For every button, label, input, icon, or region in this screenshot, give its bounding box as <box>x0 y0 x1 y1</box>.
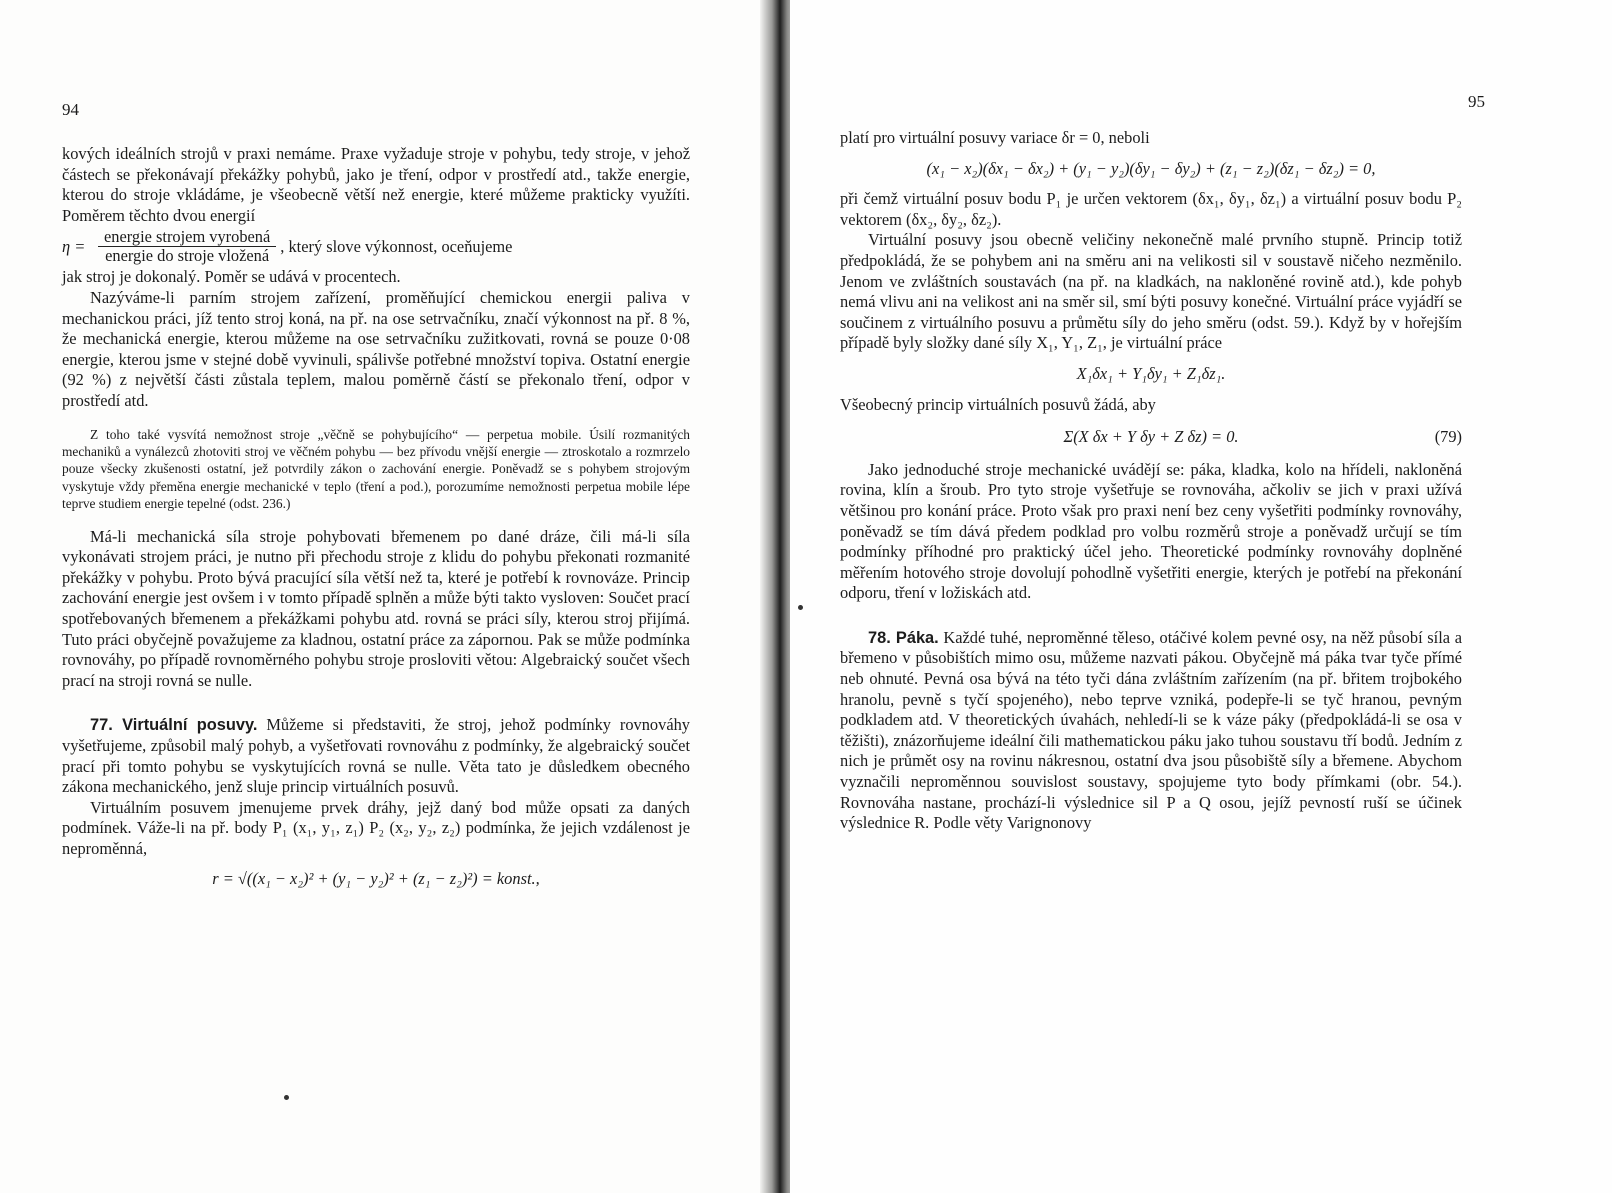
right-page-text <box>840 128 1462 834</box>
paragraph: Virtuální posuvy jsou obecně veličiny nekonečně malé prvního stupně. Princip totiž předpokládá, že se pohybem ani na směru ani na velikosti sil v soustavě ničeho nezměnilo. Jenom ve zvláštních soustavách (na př. na kladkách, na nakloněné rovině atd.), kde pohyb nemá vlivu ani na velikost ani na směr sil, smí býti posuvy konečné. Virtuální práce vyjádří se součinem z virtuálního posuvu a průmětu síly do jeho směru (odst. 59.). Když by v hořejším případě byly složky dané síly X₁, Y₁, Z₁, je virtuální práce <box>840 230 1462 353</box>
page-number-right: 95 <box>1468 92 1485 111</box>
paragraph: kových ideálních strojů v praxi nemáme. Praxe vyžaduje stroje v pohybu, tedy stroje, v jehož částech se překonávají překážky pohybů, jako je tření, odpor v prostředí atd., takže energie, kterou do stroje vkládáme, je všeobecně větší než energie, které můžeme prakticky využíti. Poměrem těchto dvou energií <box>62 144 690 225</box>
page-number-left: 94 <box>62 100 79 119</box>
margin-speck <box>284 1095 289 1100</box>
paragraph: jak stroj je dokonalý. Poměr se udává v procentech. <box>62 267 401 287</box>
section-77 <box>62 715 690 797</box>
small-print-note: Z toho také vysvítá nemožnost stroje „věčně se pohybujícího“ — perpetua mobile. Úsilí rozmanitých mechaniků a vynálezců zhotoviti stroj ve věčném pohybu — bez přívodu vnější energie — ztroskotalo a rozmrzelo pouze všecky zkušenosti ostatní, jež potvrdily zákon o zachování energie. Poněvadž se s pohybem strojovým vyskytuje vždy přeměna energie mechanické v teplo (tření a pod.), porozumíme nemožnosti perpetua mobile lépe teprve studiem energie tepelné (odst. 236.) <box>62 426 690 512</box>
eta-symbol: η = <box>62 236 86 256</box>
fraction-numerator: energie strojem vyrobená <box>98 228 276 247</box>
paragraph: při čemž virtuální posuv bodu P₁ je určen vektorem (δx₁, δy₁, δz₁) a virtuální posuv bodu P₂ vektorem (δx₂, δy₂, δz₂). <box>840 189 1462 229</box>
section-78-heading: 78. Páka. <box>868 628 939 647</box>
paragraph: Nazýváme-li parním strojem zařízení, proměňující chemickou energii paliva v mechanickou práci, jíž tento stroj koná, na př. na ose setrvačníku, značí výkonnost na př. 8 %, že mechanická energie, kterou můžeme na ose setrvačníku zužitkovati, rovná se pouze 0·08 energie, kterou jsme v stejné době vyvinuli, spálivše potřebné množství topiva. Ostatní energie (92 %) z největší části zůstala teplem, malou poměrně částí se překonalo tření, odpor v prostředí atd. <box>62 287 690 410</box>
virtual-work-formula: X₁δx₁ + Y₁δy₁ + Z₁δz₁. <box>1076 363 1226 383</box>
paragraph: Virtuálním posuvem jmenujeme prvek dráhy, jejž daný bod může opsati za daných podmínek. Váže-li na př. body P₁ (x₁, y₁, z₁) P₂ (x₂, y₂, z₂) podmínka, že jejich vzdálenost je neproměnná, <box>62 797 690 858</box>
principle-equation: Σ(X δx + Y δy + Z δz) = 0. <box>1063 427 1239 447</box>
equation-number: (79) <box>1434 427 1462 447</box>
paragraph: Všeobecný princip virtuálních posuvů žádá, aby <box>840 394 1156 414</box>
section-78-text: Každé tuhé, neproměnné těleso, otáčivé kolem pevné osy, na něž působí síla a břemeno v působištích mimo osu, můžeme nazvati pákou. Obyčejně má páka tvar tyče přímé neb ohnuté. Pevná osa bývá na této tyči dána zvláštním zařízením (na př. břitem trojbokého hranolu, pevně s tyčí spojeného), nebo teprve vzniká, podepře-li se tyč hranou, pevným podkladem atd. V theoretických úvahách, nehledí-li se k váze páky (předpokládá-li se osa v těžišti), znázorňujeme ideální čili mathematickou páku jako tuhou soustavu tří bodů. Jedním z nich je průmět osy na rovinu nákresnou, ostatní dva jsou působiště síly a břemene. Abychom vyznačili neproměnnou souvislost soustavy, spojujeme tyto body přímkami (obr. 54.). Rovnováha nastane, prochází-li výslednice sil P a Q osou, jejíž pevností ruší se účinek výslednice R. Podle věty Varignonovy <box>840 627 1462 833</box>
left-page-text <box>62 144 690 900</box>
section-78 <box>840 628 1462 834</box>
fraction-denominator: energie do stroje vložená <box>105 246 270 266</box>
section-77-text: Můžeme si představiti, že stroj, jehož podmínky rovnováhy vyšetřujeme, způsobil malý pohyb, a vyšetřovati rovnováhu z podmínky, že algebraický součet prací při tomto pohybu se vyskytujících rovná se nulle. Věta tato je důsledkem obecného zákona mechanického, jenž sluje princip virtuálních posuvů. <box>62 715 690 797</box>
paragraph: platí pro virtuální posuvy variace δr = 0, neboli <box>840 128 1150 147</box>
paragraph: Má-li mechanická síla stroje pohybovati břemenem po dané dráze, čili má-li síla vykonávati strojem práci, je nutno při přechodu stroje z klidu do pohybu překonati rozmanité překážky v pohybu. Proto bývá pracující síla větší než ta, které je potřebí k rovnováze. Princip zachování energie jest ovšem i v tomto případě splněn a může býti takto vysloven: Součet prací spotřebovaných břemenem a překážkami pohybu atd. rovná se práci síly, kterou stroj přijímá. Tuto práci obyčejně považujeme za kladnou, ostatní práce za zápornou. Pak se může podmínka rovnováhy, po případě rovnoměrného pohybu stroje prosloviti větou: Algebraický součet všech prací na stroji rovná se nulle. <box>62 526 690 690</box>
efficiency-formula <box>62 228 690 265</box>
right-page <box>790 0 1612 1193</box>
section-77-heading: 77. Virtuální posuvy. <box>90 716 258 735</box>
paragraph: Jako jednoduché stroje mechanické uvádějí se: páka, kladka, kolo na hřídeli, nakloněná rovina, klín a šroub. Pro tyto stroje vyšetřuje se rovnováha, ačkoliv se jich v praxi užívá většinou pro konání práce. Proto však pro praxi není bez ceny vyšetřiti podmínky rovnováhy, poněvadž se tím dává předem podklad pro volbu rozměrů stroje a poněvadž určují se tím podmínky příhodné pro praktický účel jeho. Theoretické podmínky rovnováhy doplněné měřením hotového stroje dovolují pohodlně vyšetřiti energie, kterých je potřebí na překonání odporu, tření v ložiskách atd. <box>840 459 1462 603</box>
efficiency-text: , který slove výkonnost, oceňujeme <box>280 236 513 256</box>
margin-speck <box>798 605 803 610</box>
left-page <box>0 0 772 1193</box>
principle-formula <box>840 427 1462 448</box>
variation-formula: (x₁ − x₂)(δx₁ − δx₂) + (y₁ − y₂)(δy₁ − δy₂) + (z₁ − z₂)(δz₁ − δz₂) = 0, <box>926 158 1376 178</box>
distance-formula: r = √((x₁ − x₂)² + (y₁ − y₂)² + (z₁ − z₂)²) = konst., <box>212 869 540 889</box>
efficiency-fraction <box>98 228 276 265</box>
